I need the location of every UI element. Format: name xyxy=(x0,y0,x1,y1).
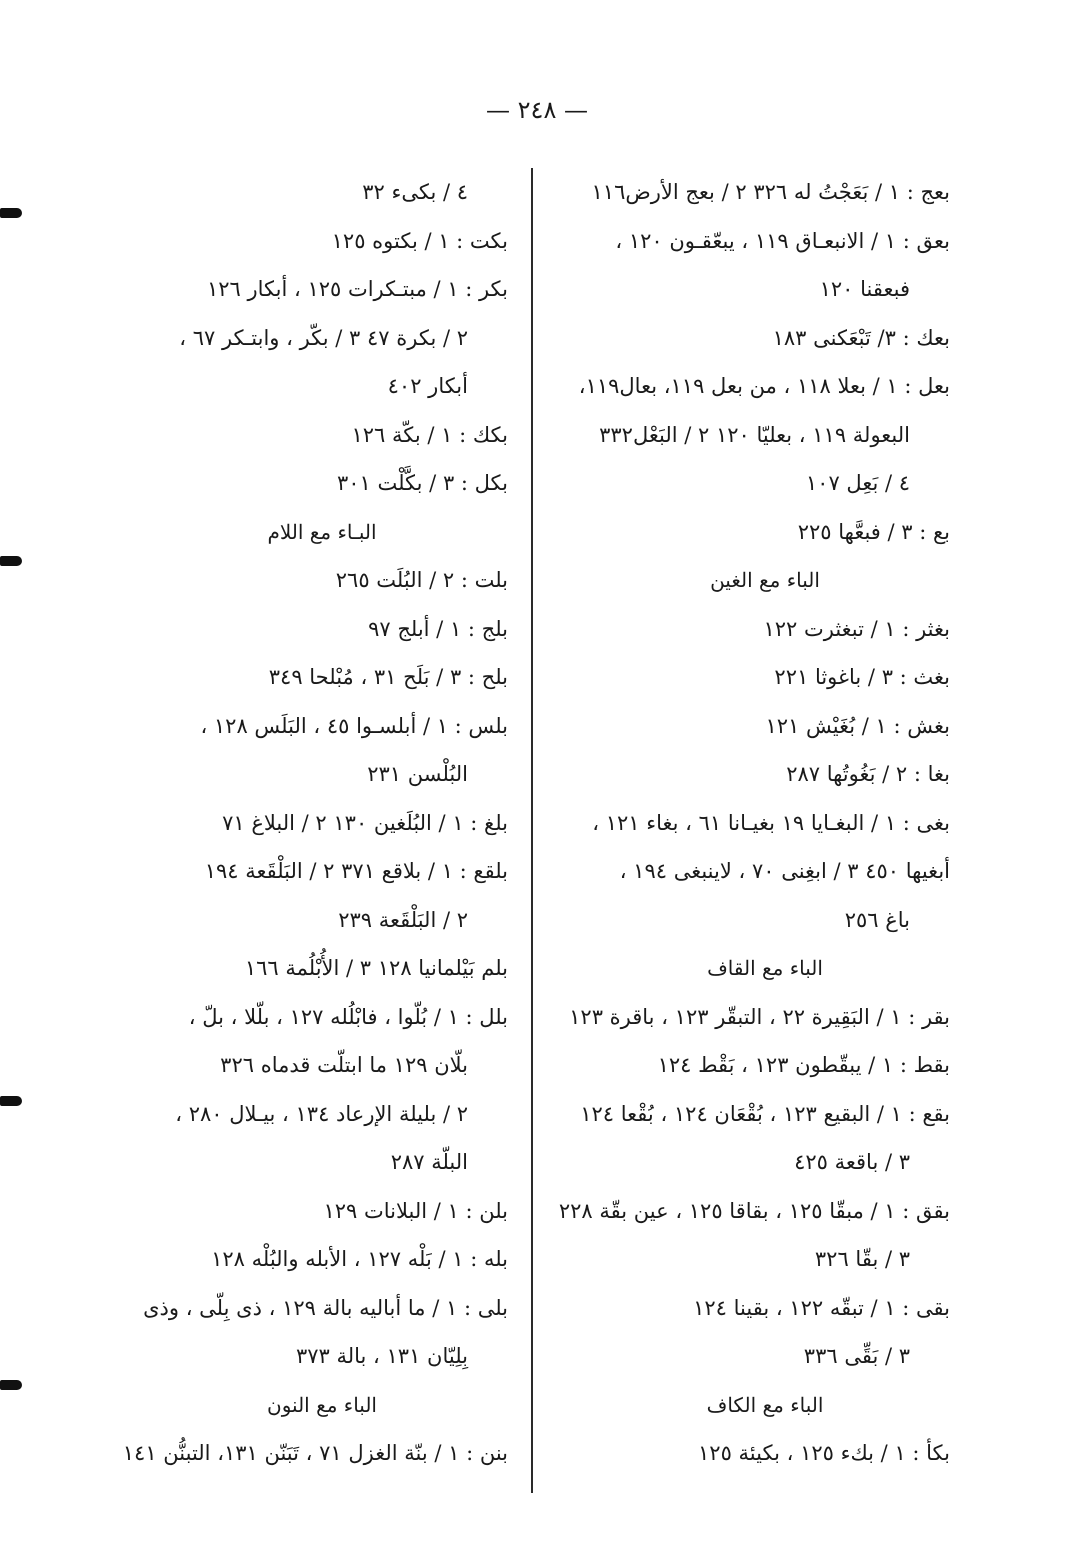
index-line: بقى : ١ / تبقّه ١٢٢ ، بقينا ١٢٤ xyxy=(693,1295,950,1320)
index-line: بنن : ١ / بنّة الغزل ٧١ ، تَبَنّن ١٣١، التبنُّن ١٤١ xyxy=(122,1441,508,1465)
index-line: بعق : ١ / الانبعـاق ١١٩ ، يبعّقـون ١٢٠ ، xyxy=(615,228,950,253)
index-line: بلن : ١ / البلانات ١٢٩ xyxy=(323,1198,508,1223)
section-heading: البـاء مع اللام xyxy=(267,519,377,544)
index-line: بلس : ١ / أبلسـوا ٤٥ ، البَلَس ١٢٨ ، xyxy=(200,713,508,738)
index-line: بلّان ١٢٩ ما ابتلّت قدماه ٣٢٦ xyxy=(220,1053,468,1077)
index-line: بلج : ١ / أبلج ٩٧ xyxy=(368,616,508,641)
section-heading: الباء مع الكاف xyxy=(706,1392,824,1417)
index-line: بلغ : ١ / البُلَغين ١٣٠ ٢ / البلاغ ٧١ xyxy=(222,810,508,835)
index-line: بلح : ٣ / بَلَح ٣١ ، مُبْلحا ٣٤٩ xyxy=(268,665,508,689)
index-line: بغث : ٣ / باغوثا ٢٢١ xyxy=(774,665,950,689)
index-line: البعولة ١١٩ ، بعليّا ١٢٠ ٢ / البَعْل٣٣٢ xyxy=(599,422,910,447)
section-heading: الباء مع القاف xyxy=(707,956,823,980)
index-line: ٣ / باقعة ٤٢٥ xyxy=(794,1150,910,1174)
index-line: ٤ / بكىء ٣٢ xyxy=(362,180,468,204)
index-line: باغ ٢٥٦ xyxy=(844,907,910,932)
index-line: بعل : ١ / بعلا ١١٨ ، من بعل ١١٩، بعال١١٩، xyxy=(578,374,950,398)
index-line: بِلِيّان ١٣١ ، بالة ٣٧٣ xyxy=(295,1344,468,1368)
index-line: بكل : ٣ / بكَّلْت ٣٠١ xyxy=(336,471,508,495)
column-divider xyxy=(531,168,533,1493)
index-line: بله : ١ / بَلْه ١٢٧ ، الأبله والبُلْه ١٢٨ xyxy=(211,1247,508,1271)
index-line: ٣ / بقّا ٣٢٦ xyxy=(814,1247,910,1271)
section-heading: الباء مع النون xyxy=(267,1392,377,1417)
index-line: ٢ / البَلْقَعة ٢٣٩ xyxy=(338,907,468,932)
index-line: بقع : ١ / البقيع ١٢٣ ، بُقْعَان ١٢٤ ، بُقْعا ١٢٤ xyxy=(580,1101,950,1126)
index-line: بلى : ١ / ما أباليه بالة ١٢٩ ، ذى بِلّى ، وذى xyxy=(143,1295,508,1320)
right-column xyxy=(540,168,950,1478)
index-line: ٤ / بَعِل ١٠٧ xyxy=(805,471,910,495)
index-line: بقق : ١ / مبقّا ١٢٥ ، بقاقا ١٢٥ ، عين بقّة ٢٢٨ xyxy=(558,1198,950,1223)
index-line: البُلْسن ٢٣١ xyxy=(367,762,468,786)
index-line: بغش : ١ / بُغَيْش ١٢١ xyxy=(765,713,950,738)
index-line: ٢ / بليلة الإرعاد ١٣٤ ، بيـلال ٢٨٠ ، xyxy=(175,1101,468,1126)
index-line: بكت : ١ / بكتوه ١٢٥ xyxy=(331,228,508,253)
index-line: بلم بَيْلمانيا ١٢٨ ٣ / الأُبْلُمة ١٦٦ xyxy=(244,956,508,980)
scan-edge-mark xyxy=(0,1380,22,1390)
index-line: فبعقنا ١٢٠ xyxy=(819,277,910,301)
scan-edge-mark xyxy=(0,556,22,566)
left-column xyxy=(96,168,508,1478)
index-line: بلل : ١ / بُلّوا ، فابْلُله ١٢٧ ، بلّلا ، بلّ ، xyxy=(188,1004,508,1029)
index-line: بغى : ١ / البغـايا ١٩ بغيـانا ٦١ ، بغاء ١٢١ ، xyxy=(592,810,950,835)
index-line: البلّة ٢٨٧ xyxy=(390,1150,468,1174)
scan-edge-mark xyxy=(0,208,22,218)
index-line: أبغيها ٤٥٠ ٣ / ابغِنى ٧٠ ، لاينبغى ١٩٤ ، xyxy=(619,859,950,883)
index-line: بقر : ١ / البَقِيرة ٢٢ ، التبقّر ١٢٣ ، باقرة ١٢٣ xyxy=(569,1004,950,1029)
index-line: بعك : ٣/ تَبْعَكنى ١٨٣ xyxy=(772,325,950,350)
index-line: بقط : ١ / يبقّطون ١٢٣ ، بَقْط ١٢٤ xyxy=(657,1053,950,1077)
index-line: بلقع : ١ / بلاقع ٣٧١ ٢ / البَلْقَعة ١٩٤ xyxy=(204,859,508,883)
index-line: بكأ : ١ / بكء ١٢٥ ، بكيئة ١٢٥ xyxy=(698,1441,950,1465)
index-line: ٢ / بكرة ٤٧ ٣ / بكّر ، وابتـكر ٦٧ ، xyxy=(179,325,468,350)
scan-edge-mark xyxy=(0,1096,22,1106)
section-heading: الباء مع الغين xyxy=(710,568,820,592)
index-line: بغثر : ١ / تبغثرت ١٢٢ xyxy=(763,616,950,641)
index-line: ٣ / بَقِّى ٣٣٦ xyxy=(803,1344,910,1368)
index-line: بكر : ١ / مبتـكرات ١٢٥ ، أبكار ١٢٦ xyxy=(206,277,508,301)
page-number: — ٢٤٨ — xyxy=(486,96,588,124)
index-line: بغا : ٢ / بَغُوتُها ٢٨٧ xyxy=(786,762,950,786)
index-line: بع : ٣ / فبعَّها ٢٢٥ xyxy=(797,519,950,544)
index-line: أبكار ٤٠٢ xyxy=(387,374,468,398)
index-line: بعج : ١ / بَعَجْتُ له ٣٢٦ ٢ / بعج الأرض١١٦ xyxy=(591,180,950,204)
index-line: بلت : ٢ / البُلَت ٢٦٥ xyxy=(335,568,508,592)
index-line: بكك : ١ / بكّة ١٢٦ xyxy=(351,422,508,447)
